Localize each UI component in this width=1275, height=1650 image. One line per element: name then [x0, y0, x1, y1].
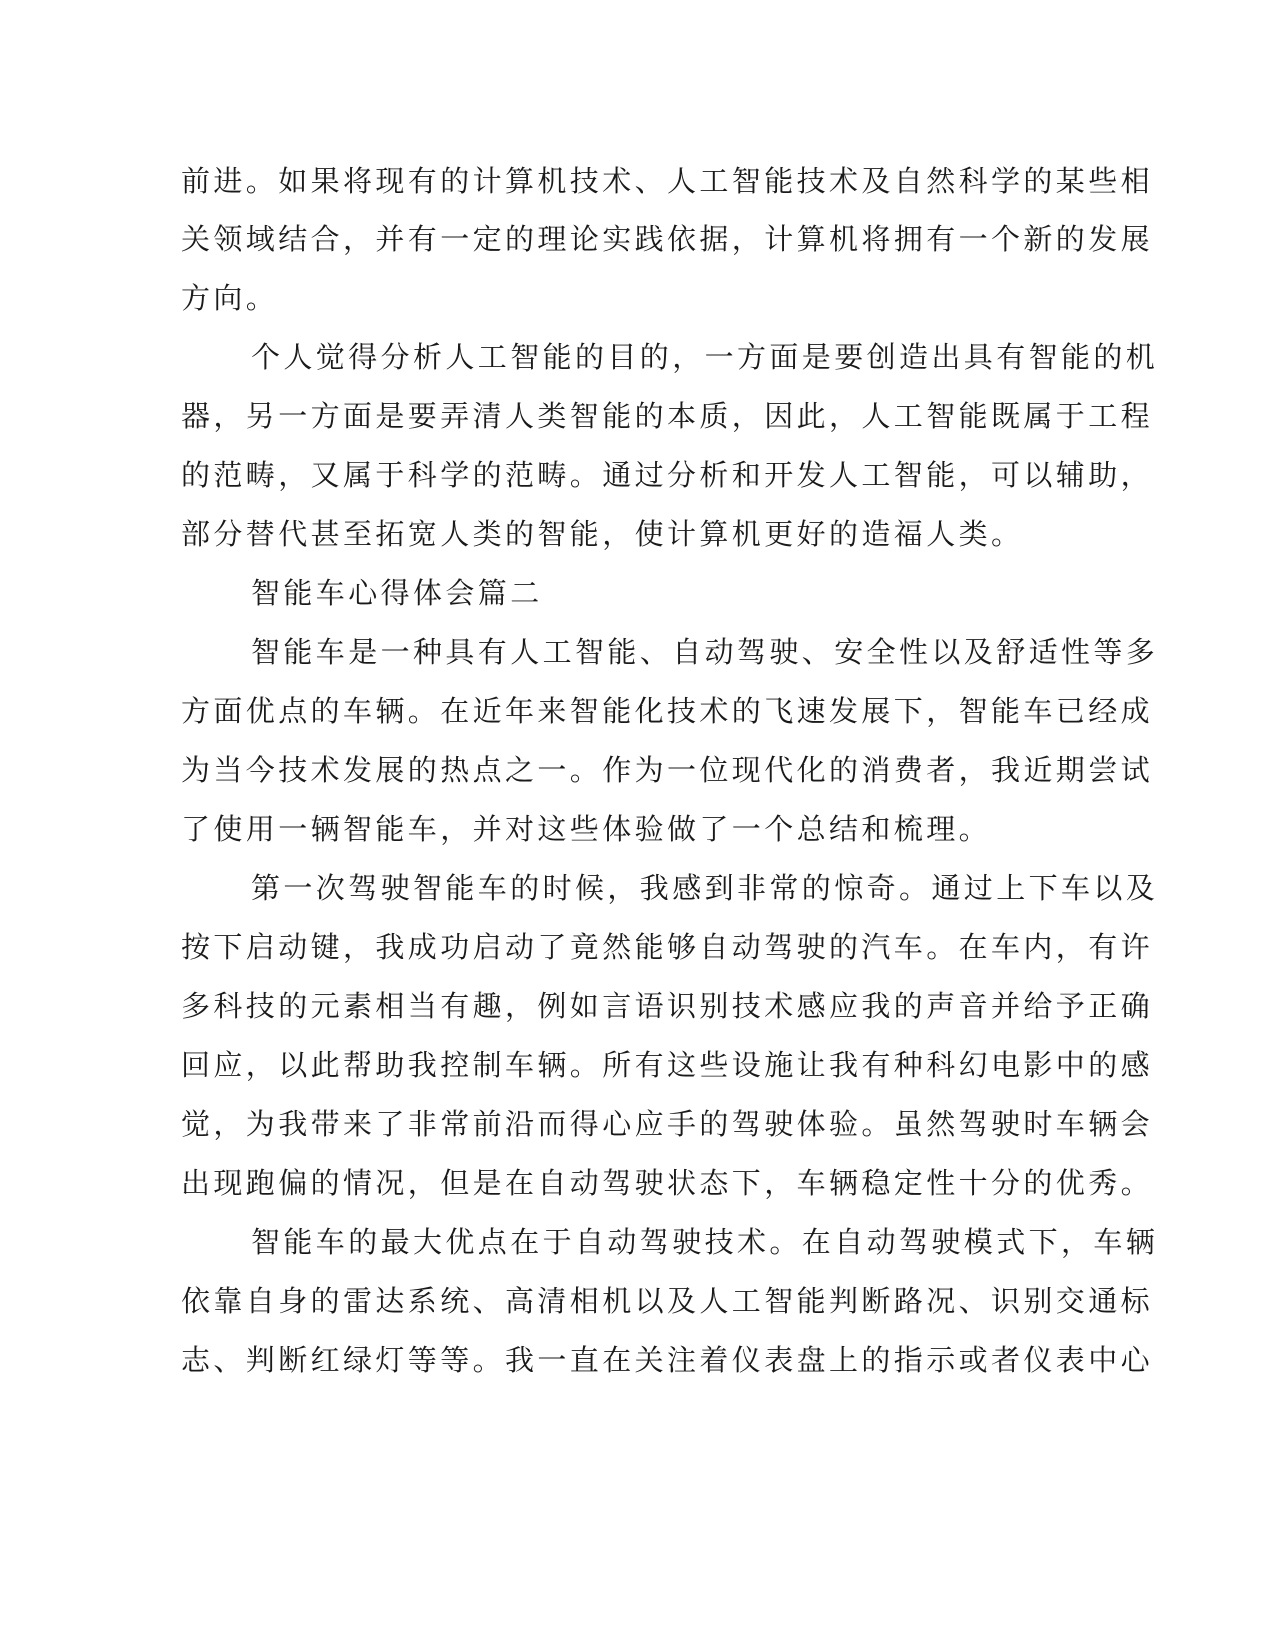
text-line: 器，另一方面是要弄清人类智能的本质，因此，人工智能既属于工程 — [181, 399, 1154, 433]
paragraph-first-line: 第一次驾驶智能车的时候，我感到非常的惊奇。通过上下车以及 — [251, 871, 1159, 905]
section-heading: 智能车心得体会篇二 — [251, 576, 543, 610]
text-line: 志、判断红绿灯等等。我一直在关注着仪表盘上的指示或者仪表中心 — [181, 1343, 1154, 1377]
text-line: 依靠自身的雷达系统、高清相机以及人工智能判断路况、识别交通标 — [181, 1284, 1154, 1318]
text-line: 为当今技术发展的热点之一。作为一位现代化的消费者，我近期尝试 — [181, 753, 1154, 787]
text-line: 回应，以此帮助我控制车辆。所有这些设施让我有种科幻电影中的感 — [181, 1048, 1154, 1082]
text-line: 觉，为我带来了非常前沿而得心应手的驾驶体验。虽然驾驶时车辆会 — [181, 1107, 1154, 1141]
paragraph-first-line: 个人觉得分析人工智能的目的，一方面是要创造出具有智能的机 — [251, 340, 1159, 374]
text-line: 的范畴，又属于科学的范畴。通过分析和开发人工智能，可以辅助， — [181, 458, 1154, 492]
text-line: 前进。如果将现有的计算机技术、人工智能技术及自然科学的某些相 — [181, 164, 1154, 198]
paragraph-first-line: 智能车是一种具有人工智能、自动驾驶、安全性以及舒适性等多 — [251, 635, 1159, 669]
paragraph-first-line: 智能车的最大优点在于自动驾驶技术。在自动驾驶模式下，车辆 — [251, 1225, 1159, 1259]
text-line: 按下启动键，我成功启动了竟然能够自动驾驶的汽车。在车内，有许 — [181, 930, 1154, 964]
text-line: 多科技的元素相当有趣，例如言语识别技术感应我的声音并给予正确 — [181, 989, 1154, 1023]
text-line: 出现跑偏的情况，但是在自动驾驶状态下，车辆稳定性十分的优秀。 — [181, 1166, 1154, 1200]
text-line: 关领域结合，并有一定的理论实践依据，计算机将拥有一个新的发展 — [181, 222, 1154, 256]
text-line: 部分替代甚至拓宽人类的智能，使计算机更好的造福人类。 — [181, 517, 1024, 551]
text-line: 方向。 — [181, 281, 279, 315]
text-line: 了使用一辆智能车，并对这些体验做了一个总结和梳理。 — [181, 812, 992, 846]
text-line: 方面优点的车辆。在近年来智能化技术的飞速发展下，智能车已经成 — [181, 694, 1154, 728]
